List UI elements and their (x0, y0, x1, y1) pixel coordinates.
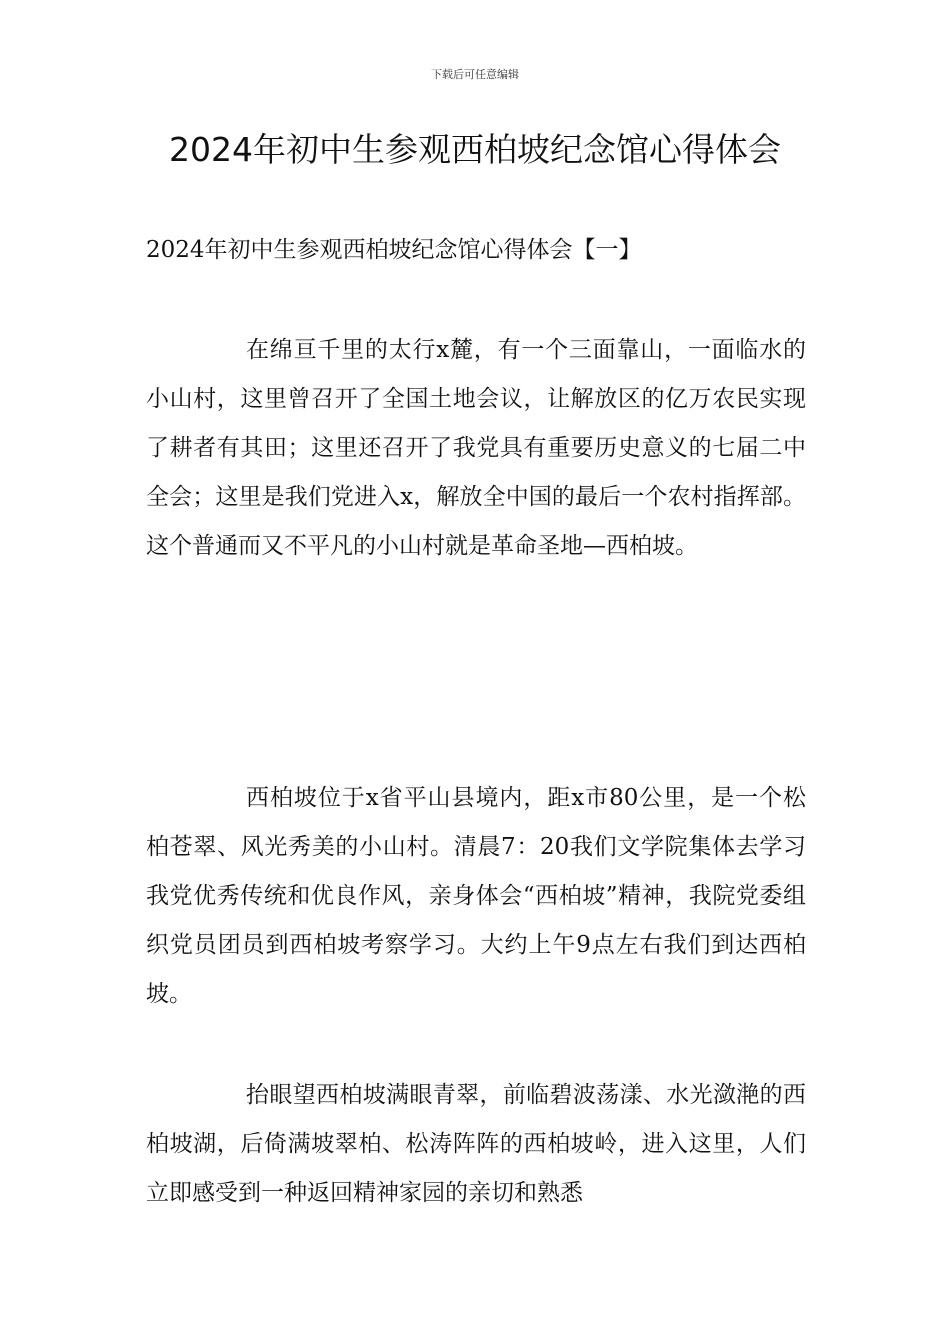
paragraph-1: 在绵亘千里的太行x麓，有一个三面靠山，一面临水的小山村，这里曾召开了全国土地会议，让解放区的亿万农民实现了耕者有其田；这里还召开了我党具有重要历史意义的七届二中全会；这里是我们党进入x，解放全中国的最后一个农村指挥部。这个普通而又不平凡的小山村就是革命圣地—西柏坡。 (146, 337, 806, 559)
header-note: 下载后可任意编辑 (431, 68, 519, 81)
paragraph-2: 西柏坡位于x省平山县境内，距x市80公里，是一个松柏苍翠、风光秀美的小山村。清晨7：20我们文学院集体去学习我党优秀传统和优良作风，亲身体会“西柏坡”精神，我院党委组织党员团员到西柏坡考察学习。大约上午9点左右我们到达西柏坡。 (146, 785, 806, 1007)
document-title: 2024年初中生参观西柏坡纪念馆心得体会 (169, 130, 781, 169)
paragraph-3: 抬眼望西柏坡满眼青翠，前临碧波荡漾、水光潋滟的西柏坡湖，后倚满坡翠柏、松涛阵阵的西柏坡岭，进入这里，人们立即感受到一种返回精神家园的亲切和熟悉 (146, 1082, 806, 1206)
section-heading: 2024年初中生参观西柏坡纪念馆心得体会【一】 (146, 237, 642, 263)
